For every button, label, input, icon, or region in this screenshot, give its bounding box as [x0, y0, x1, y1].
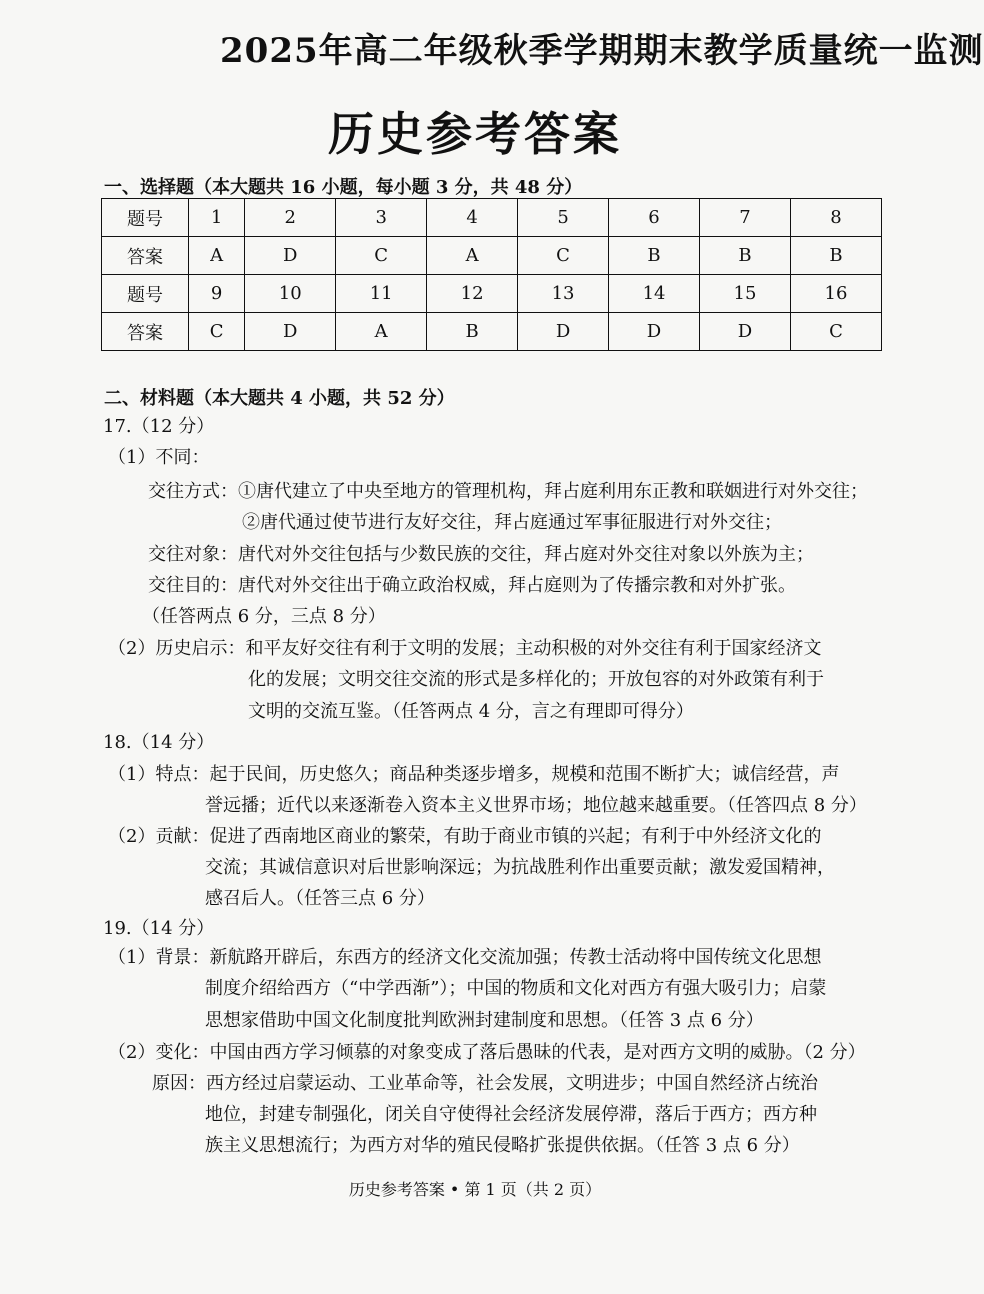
table-cell: 题号	[102, 275, 189, 313]
table-cell: 15	[700, 275, 791, 313]
table-cell: B	[427, 313, 518, 351]
table-cell: 2	[245, 199, 336, 237]
answer-line: 誉远播；近代以来逐渐卷入资本主义世界市场；地位越来越重要。（任答四点 8 分）	[205, 795, 867, 816]
table-cell: C	[790, 313, 881, 351]
table-cell: 7	[700, 199, 791, 237]
table-cell: 13	[518, 275, 609, 313]
answer-line: 交流；其诚信意识对后世影响深远；为抗战胜利作出重要贡献；激发爱国精神，	[205, 857, 835, 878]
page-title: 历史参考答案	[328, 107, 622, 161]
answer-line: （1）背景：新航路开辟后，东西方的经济文化交流加强；传教士活动将中国传统文化思想	[108, 947, 822, 968]
q19-heading: 19.（14 分）	[103, 918, 215, 939]
table-row	[102, 237, 882, 275]
table-row	[102, 313, 882, 351]
answer-line: （2）贡献：促进了西南地区商业的繁荣，有助于商业市镇的兴起；有利于中外经济文化的	[108, 826, 822, 847]
section2-heading: 二、材料题（本大题共 4 小题，共 52 分）	[104, 388, 455, 409]
answer-line: 交往目的：唐代对外交往出于确立政治权威，拜占庭则为了传播宗教和对外扩张。	[148, 575, 796, 596]
table-cell: 1	[189, 199, 245, 237]
table-cell: 9	[189, 275, 245, 313]
answer-line: ②唐代通过使节进行友好交往，拜占庭通过军事征服进行对外交往；	[242, 512, 782, 533]
table-cell: D	[245, 313, 336, 351]
table-cell: 14	[609, 275, 700, 313]
table-cell: D	[700, 313, 791, 351]
table-cell: B	[609, 237, 700, 275]
table-cell: D	[245, 237, 336, 275]
table-cell: D	[518, 313, 609, 351]
table-cell: C	[336, 237, 427, 275]
table-cell: 4	[427, 199, 518, 237]
table-cell: 答案	[102, 313, 189, 351]
table-cell: B	[790, 237, 881, 275]
q18-heading: 18.（14 分）	[103, 732, 215, 753]
table-cell: 11	[336, 275, 427, 313]
exam-header: 2025年高二年级秋季学期期末教学质量统一监测	[220, 31, 984, 71]
answer-line: （2）变化：中国由西方学习倾慕的对象变成了落后愚昧的代表，是对西方文明的威胁。（2 分）	[108, 1042, 866, 1063]
table-cell: 12	[427, 275, 518, 313]
table-cell: 5	[518, 199, 609, 237]
answer-line: 原因：西方经过启蒙运动、工业革命等，社会发展，文明进步；中国自然经济占统治	[152, 1073, 818, 1094]
answer-line: 制度介绍给西方（“中学西渐”）；中国的物质和文化对西方有强大吸引力；启蒙	[205, 978, 827, 999]
table-cell: A	[336, 313, 427, 351]
table-cell: C	[189, 313, 245, 351]
answer-line: 感召后人。（任答三点 6 分）	[205, 888, 435, 909]
answer-line: 交往对象：唐代对外交往包括与少数民族的交往，拜占庭对外交往对象以外族为主；	[148, 544, 814, 565]
table-row	[102, 199, 882, 237]
table-cell: 6	[609, 199, 700, 237]
section1-heading: 一、选择题（本大题共 16 小题，每小题 3 分，共 48 分）	[104, 177, 583, 198]
answer-line: 地位，封建专制强化，闭关自守使得社会经济发展停滞，落后于西方；西方种	[205, 1104, 817, 1125]
answer-table	[101, 198, 882, 351]
answer-line: 化的发展；文明交往交流的形式是多样化的；开放包容的对外政策有利于	[248, 669, 824, 690]
table-cell: 题号	[102, 199, 189, 237]
table-cell: 3	[336, 199, 427, 237]
answer-line: （2）历史启示：和平友好交往有利于文明的发展；主动积极的对外交往有利于国家经济文	[108, 638, 822, 659]
table-cell: 答案	[102, 237, 189, 275]
table-cell: A	[427, 237, 518, 275]
table-cell: A	[189, 237, 245, 275]
score-note: （任答两点 6 分，三点 8 分）	[142, 606, 386, 627]
answer-line: 思想家借助中国文化制度批判欧洲封建制度和思想。（任答 3 点 6 分）	[205, 1010, 764, 1031]
table-cell: 8	[790, 199, 881, 237]
answer-line: 文明的交流互鉴。（任答两点 4 分，言之有理即可得分）	[248, 701, 694, 722]
q17-heading: 17.（12 分）	[103, 416, 215, 437]
table-cell: C	[518, 237, 609, 275]
page-footer: 历史参考答案 • 第 1 页（共 2 页）	[348, 1180, 602, 1199]
table-cell: 10	[245, 275, 336, 313]
table-cell: 16	[790, 275, 881, 313]
answer-line: 族主义思想流行；为西方对华的殖民侵略扩张提供依据。（任答 3 点 6 分）	[205, 1135, 800, 1156]
table-cell: D	[609, 313, 700, 351]
table-row	[102, 275, 882, 313]
answer-line: （1）特点：起于民间，历史悠久；商品种类逐步增多，规模和范围不断扩大；诚信经营，声	[108, 764, 840, 785]
answer-line: （1）不同：	[108, 447, 210, 468]
answer-line: 交往方式：①唐代建立了中央至地方的管理机构，拜占庭利用东正教和联姻进行对外交往；	[148, 481, 868, 502]
table-cell: B	[700, 237, 791, 275]
